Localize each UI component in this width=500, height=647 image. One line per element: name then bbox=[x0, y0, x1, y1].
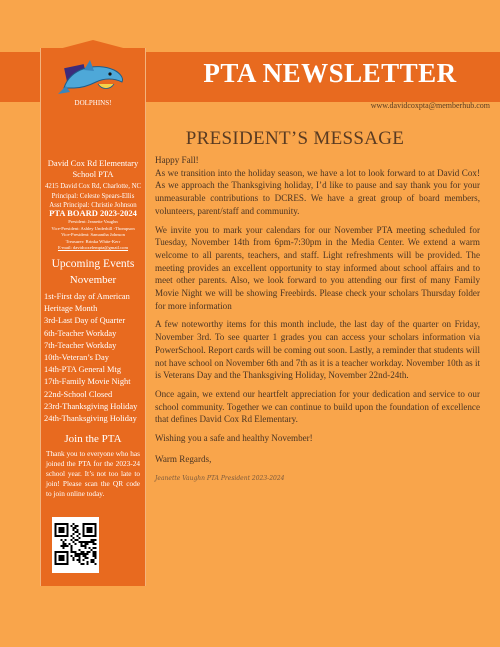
join-text: Thank you to everyone who has joined the PTA for the 2023-24 school year. It’s not too late to join! Please scan the QR code to join online today. bbox=[46, 449, 140, 498]
school-address bbox=[42, 182, 144, 211]
signature: Jeanette Vaughn PTA President 2023-2024 bbox=[155, 475, 285, 483]
address-line: 4215 David Cox Rd, Charlotte, NC bbox=[44, 183, 142, 190]
school-name: David Cox Rd Elementary School PTA bbox=[47, 158, 139, 179]
event-item: 23rd-Thanksgiving Holiday bbox=[44, 401, 138, 411]
paragraph: A few noteworthy items for this month include, the last day of the quarter on Friday, November 3rd. To see quarter 1 grades you can access your scholars information via PowerSchool. Report cards will be coming out soon. Lastly, a reminder that students will not have school on November 6th and 7th as it is a teacher workday. November 10th as it is Veterans Day and the Thanksgiving Holiday, November 22nd-24th. bbox=[155, 319, 480, 381]
article-body bbox=[155, 154, 480, 486]
board-member: Vice-President: Samantha Johnson bbox=[61, 232, 125, 237]
events-list bbox=[44, 291, 146, 425]
board-member: President: Jeanette Vaughn bbox=[68, 219, 118, 224]
event-item: 6th-Teacher Workday bbox=[44, 328, 117, 338]
website-link[interactable]: www.davidcoxpta@memberhub.com bbox=[370, 101, 490, 110]
event-item: 10th-Veteran’s Day bbox=[44, 353, 109, 363]
events-title: Upcoming Events bbox=[51, 258, 135, 270]
newsletter-title: PTA NEWSLETTER bbox=[203, 58, 457, 88]
principal-line: Principal: Celeste Spears-Ellis bbox=[51, 192, 135, 200]
logo-caption: DOLPHINS! bbox=[74, 99, 112, 107]
event-item: 7th-Teacher Workday bbox=[44, 340, 117, 350]
board-member: Vice-President: Ashley Underhill -Thompson bbox=[51, 225, 135, 231]
event-item: 22nd-School Closed bbox=[44, 389, 113, 399]
paragraph: We invite you to mark your calendars for our November PTA meeting scheduled for Tuesday, November 14th from 6pm-7:30pm in the Media Center. We extend a warm welcome to all parents, teachers, and staff. Light refreshments will be provided. The meeting provides an excellent opportunity to stay informed about school affairs and to meet other parents. Also, we look forward to you attending our first of many Family Movie Night we will be showing Freebirds. Please check your scholars Thursday folder for more information bbox=[155, 224, 480, 311]
qr-code-icon[interactable] bbox=[52, 517, 99, 573]
board-member: Treasurer: Brinka White-Kerr bbox=[65, 238, 121, 244]
event-item: 1st-First day of American Heritage Month bbox=[44, 292, 130, 314]
event-item: 3rd-Last Day of Quarter bbox=[44, 316, 126, 326]
board-email[interactable]: E-mail: davidcoxelempta@gmail.com bbox=[57, 245, 129, 250]
wish: Wishing you a safe and healthy November! bbox=[155, 433, 313, 444]
board-title: PTA BOARD 2023-2024 bbox=[49, 208, 137, 218]
article-heading: PRESIDENT’S MESSAGE bbox=[185, 128, 405, 149]
event-item: 17th-Family Movie Night bbox=[44, 377, 131, 387]
event-item: 14th-PTA General Mtg bbox=[44, 365, 122, 375]
asst-principal-line: Asst Principal: Christie Johnson bbox=[49, 202, 137, 209]
paragraph: Once again, we extend our heartfelt appreciation for your dedication and service to our school community. Together we can continue to build upon the foundation of excellence that defines David Cox Rd Elementary. bbox=[155, 388, 480, 425]
closing: Warm Regards, bbox=[155, 453, 212, 464]
events-month: November bbox=[69, 274, 117, 286]
greeting: Happy Fall! bbox=[155, 155, 199, 165]
event-item: 24th-Thanksgiving Holiday bbox=[44, 414, 137, 424]
paragraph: As we transition into the holiday season, we have a lot to look forward to at David Cox! As we approach the Thanksgiving holiday, I’d like to pause and say thank you for your unmeasurable contributions to DCRES. We have a great group of board members, volunteers, parent/staff and community. bbox=[155, 167, 480, 216]
board-members bbox=[42, 219, 144, 252]
join-title: Join the PTA bbox=[64, 433, 122, 445]
